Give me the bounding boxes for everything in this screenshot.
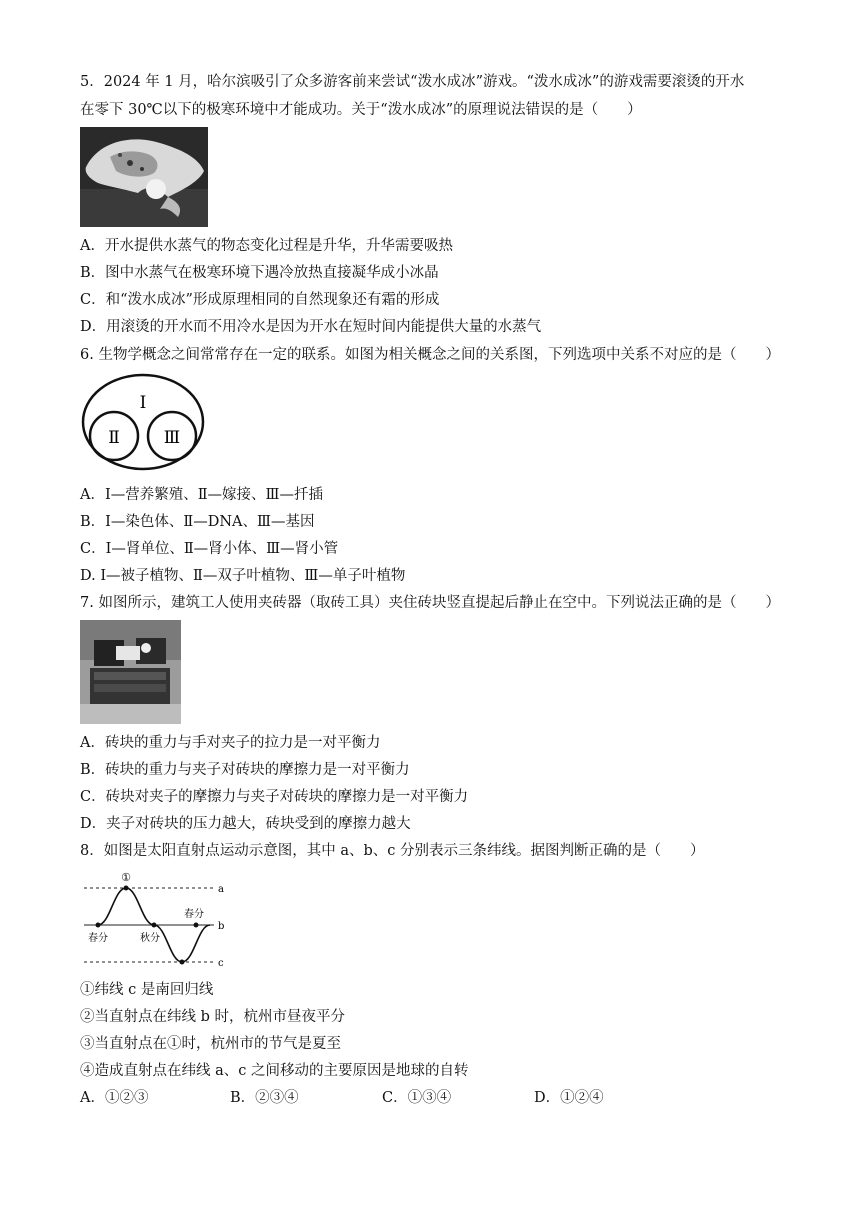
q5-option-d: D．用滚烫的开水而不用冷水是因为开水在短时间内能提供大量的水蒸气: [80, 319, 542, 335]
label-ii: Ⅱ: [108, 428, 120, 448]
q7-option-a: A．砖块的重力与手对夹子的拉力是一对平衡力: [80, 735, 381, 751]
q8-stem-line1: 8．如图是太阳直射点运动示意图，其中 a、b、c 分别表示三条纬线。据图判断正确的是（ ）: [80, 843, 705, 859]
q8-statement-1: ①纬线 c 是南回归线: [80, 982, 214, 998]
latitude-b-label: b: [218, 921, 225, 932]
q6-option-a: A．Ⅰ—营养繁殖、Ⅱ—嫁接、Ⅲ—扦插: [80, 487, 324, 503]
q8-choice-b: B．②③④: [230, 1090, 299, 1106]
q8-statement-4: ④造成直射点在纬线 a、c 之间移动的主要原因是地球的自转: [80, 1063, 469, 1079]
latitude-c-label: c: [218, 958, 224, 968]
q5-option-b: B．图中水蒸气在极寒环境下遇冷放热直接凝华成小冰晶: [80, 265, 439, 281]
venn-diagram: [80, 372, 206, 472]
q6-option-d: D. I—被子植物、Ⅱ—双子叶植物、Ⅲ—单子叶植物: [80, 568, 406, 584]
latitude-a-label: a: [218, 884, 224, 895]
q6-stem-line1: 6. 生物学概念之间常常存在一定的联系。如图为相关概念之间的关系图，下列选项中关系不对应的是（ ）: [80, 347, 780, 363]
splash-ice-photo: [80, 127, 208, 227]
q8-choice-a: A．①②③: [80, 1090, 149, 1106]
q5-option-a: A．开水提供水蒸气的物态变化过程是升华，升华需要吸热: [80, 238, 453, 254]
autumn-equinox-label: 秋分: [140, 933, 160, 944]
q5-option-c: C．和“泼水成冰”形成原理相同的自然现象还有霜的形成: [80, 292, 440, 308]
q7-option-d: D．夹子对砖块的压力越大，砖块受到的摩擦力越大: [80, 816, 411, 832]
q5-stem-line2: 在零下 30℃以下的极寒环境中才能成功。关于“泼水成冰”的原理说法错误的是（ ）: [80, 102, 642, 118]
q5-stem-line1: 5．2024 年 1 月，哈尔滨吸引了众多游客前来尝试“泼水成冰”游戏。“泼水成冰”的游戏需要滚烫的开水: [80, 74, 745, 90]
q8-choice-d: D．①②④: [534, 1090, 604, 1106]
point-1-label: ①: [121, 871, 131, 884]
q7-option-b: B．砖块的重力与夹子对砖块的摩擦力是一对平衡力: [80, 762, 410, 778]
q6-option-b: B．Ⅰ—染色体、Ⅱ—DNA、Ⅲ—基因: [80, 514, 315, 530]
q8-statement-3: ③当直射点在①时，杭州市的节气是夏至: [80, 1036, 341, 1052]
label-i: Ⅰ: [139, 393, 147, 413]
q7-stem-line1: 7. 如图所示，建筑工人使用夹砖器（取砖工具）夹住砖块竖直提起后静止在空中。下列说法正确的是（ ）: [80, 595, 780, 611]
label-iii: Ⅲ: [163, 428, 181, 448]
q8-statement-2: ②当直射点在纬线 b 时，杭州市昼夜平分: [80, 1009, 345, 1025]
brick-clamp-photo: [80, 620, 181, 724]
q7-option-c: C．砖块对夹子的摩擦力与夹子对砖块的摩擦力是一对平衡力: [80, 789, 469, 805]
q6-option-c: C．Ⅰ—肾单位、Ⅱ—肾小体、Ⅲ—肾小管: [80, 541, 339, 557]
q8-choice-c: C．①③④: [382, 1090, 452, 1106]
spring-equinox-label-1: 春分: [88, 933, 108, 944]
sun-direct-point-diagram: [80, 868, 228, 968]
spring-equinox-label-2: 春分: [184, 909, 204, 920]
